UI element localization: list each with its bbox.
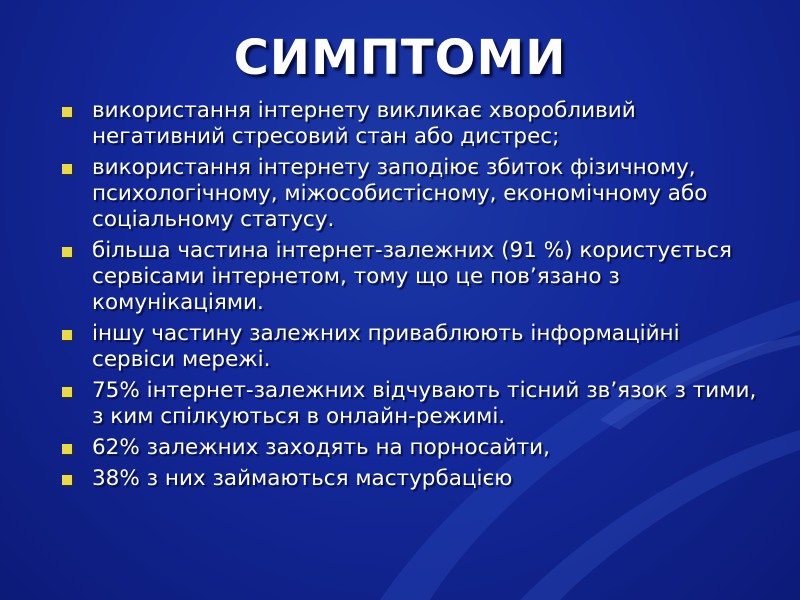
square-bullet-icon xyxy=(62,107,72,117)
bullet-item xyxy=(60,155,760,233)
square-bullet-icon xyxy=(62,247,72,257)
bullet-text: 38% з них займаються мастурбацією xyxy=(92,466,513,491)
square-bullet-icon xyxy=(62,475,72,485)
bullet-text: використання інтернету заподіює збиток фізичному, психологічному, міжособистісному, економічному або соціальному статусу. xyxy=(92,155,708,232)
square-bullet-icon xyxy=(62,444,72,454)
square-bullet-icon xyxy=(62,330,72,340)
bullet-item xyxy=(60,435,760,461)
square-bullet-icon xyxy=(62,164,72,174)
bullet-text: іншу частину залежних приваблюють інформаційні сервіси мережі. xyxy=(92,321,680,372)
bullet-text: 62% залежних заходять на порносайти, xyxy=(92,435,550,460)
bullet-item xyxy=(60,98,760,150)
bullet-item xyxy=(60,321,760,373)
bullet-text: 75% інтернет-залежних відчувають тісний зв’язок з тими, з ким спілкуються в онлайн-режимі. xyxy=(92,378,757,429)
bullet-list xyxy=(60,98,760,497)
bullet-item xyxy=(60,238,760,316)
bullet-item xyxy=(60,378,760,430)
bullet-text: використання інтернету викликає хворобливий негативний стресовий стан або дистрес; xyxy=(92,98,636,149)
slide-title: СИМПТОМИ xyxy=(233,30,567,86)
bullet-text: більша частина інтернет-залежних (91 %) користується сервісами інтернетом, тому що це пов’язано з комунікаціями. xyxy=(92,238,732,315)
bullet-item xyxy=(60,466,760,492)
square-bullet-icon xyxy=(62,387,72,397)
